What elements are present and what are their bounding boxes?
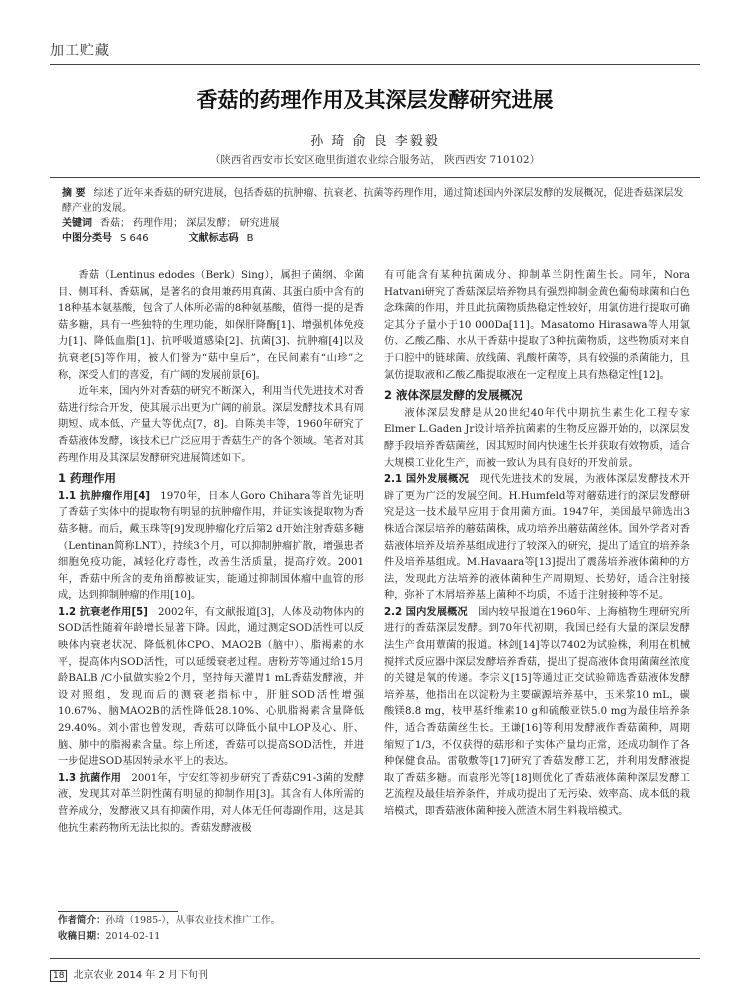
abstract-block (62, 186, 692, 246)
section-heading-2: 2 液体深层发酵的发展概况 (384, 388, 523, 403)
article-title: 香菇的药理作用及其深层发酵研究进展 (196, 88, 554, 112)
doc-code-value: B (246, 233, 254, 244)
section-tag: 加工贮藏 (50, 43, 110, 59)
subsection-1-1-text: 1970年，日本人Goro Chihara等首先证明了香菇子实体中的提取物有明显的抗肿瘤作用，并证实该提取物为香菇多糖。而后，戴玉珠等[9]发现肿瘤化疗后第2 d开始注射香菇多糖（Lentinan简称LNT），持续3个月，可以抑制肿瘤扩散，增强患者细胞免疫功能，减轻化疗毒性，改善生活质量，提高疗效。2001年，香菇中所含的麦角甾醇被证实，能通过抑制国体瘤中血管的形成，达到抑制肿瘤的作用[10]。 (58, 490, 364, 602)
clc-value: S 646 (120, 233, 149, 244)
subsection-2-1 (384, 472, 690, 605)
abstract-paragraph (62, 186, 692, 216)
page-number: 18 (50, 970, 67, 982)
subsection-2-1-text: 现代先进技术的发展，为液体深层发酵技术开辟了更为广泛的发展空间。H.Humfeld等对蘑菇进行的深层发酵研究是这一技术最早应用于食用菌方面。1947年，美国最早筛选出3株适合深层培养的蘑菇菌株，成功培养出蘑菇菌丝体。国外学者对香菇液体培养及培养基组成进行了较深入的研究，提出了适宜的培养条件及培养基组成。M.Havaara等[13]提出了震荡培养液体菌种的方法，发现此方法培养的液体菌种生产周期短、长势好，适合注射接种，弥补了木屑培养基上菌种不均质，不适于注射接种等不足。 (384, 474, 690, 602)
clc-label: 中图分类号 (62, 233, 112, 244)
keywords-row (62, 216, 692, 231)
section-heading-1: 1 药理作用 (58, 471, 117, 486)
subsection-2-2 (384, 605, 690, 821)
abstract-top-rule (50, 177, 700, 178)
subsection-1-2 (58, 605, 364, 771)
page-footer (50, 966, 208, 982)
footnote-received (58, 930, 364, 944)
doc-code-label: 文献标志码 (188, 233, 239, 244)
right-column (384, 268, 690, 821)
affiliation: （陕西省西安市长安区砲里街道农业综合服务站， 陕西西安 710102） (209, 154, 541, 166)
intro-paragraph-1: 香菇（Lentinus edodes（Berk）Sing），属担子菌纲、伞菌目、侧耳科、香菇属，是著名的食用兼药用真菌、其蛋白质中含有的18种基本氨基酸，包含了人体所必需的8种氨基酸，值得一提的是香菇多糖，具有一些独特的生理功能，如保肝降酶[1]、增强机体免疫力[1]、降低血脂[1]、抗呼吸道感染[2]、抗菌[3]、抗肿瘤[4]以及抗衰老[5]等作用，被人们誉为“菇中皇后”，在民间素有“山珍”之称，深受人们的喜爱，有广阔的发展前景[6]。 (58, 270, 364, 381)
footer-rule (50, 958, 700, 959)
header-rule (50, 64, 700, 65)
subsection-2-1-heading: 2.1 国外发展概况 (384, 474, 470, 486)
footnote-received-label: 收稿日期： (58, 931, 106, 942)
subsection-1-2-text: 2002年，有文献报道[3]，人体及动物体内的SOD活性随着年龄增长显著下降。因此，通过测定SOD活性可以反映体内衰老状况、降低机体CPO、MAO2B（脑中）、脂褐素的水平，提高体内SOD活性，可以延缓衰老过程。唐粉芳等通过给15月龄BALB /C小鼠做实验2个月，坚持每天灌胃1 mL香菇发酵液，并设对照组，发现而后的测衰老指标中，肝脏SOD活性增强10.67%、脑MAO2B的活性降低28.10%、心肌脂褐素含量降低29.40%。刘小雷也曾发现，香菇可以降低小鼠中LOP及心、肝、脑、肺中的脂褐素含量。综上所述，香菇可以提高SOD活性，并进一步促进SOD基因转录水平上的表达。 (58, 606, 365, 768)
keywords-label: 关键词 (62, 218, 92, 229)
subsection-1-3-text: 2001年，宁安红等初步研究了香菇C91-3菌的发酵液，发现其对革兰阴性菌有明显的抑制作用[3]。其含有人体所需的营养成分，发酵液又具有抑菌作用，对人体无任何毒副作用，这是其他抗生素药物所无法比拟的。香菇发酵液极 (58, 772, 365, 834)
abstract-text: 综述了近年来香菇的研究进展，包括香菇的抗肿瘤、抗衰老、抗菌等药理作用，通过简述国内外深层发酵的发展概况，促进香菇深层发酵产业的发展。 (62, 188, 684, 214)
authors: 孙 琦 俞 良 李毅毅 (310, 134, 440, 149)
right-paragraph-1: 有可能含有某种抗菌成分、抑制革兰阴性菌生长。同年，Nora Hatvani研究了香菇深层培养物具有强烈抑制金黄色葡萄球菌和白色念珠菌的作用，并且此抗菌物质热稳定性较好，用氯仿进行提取可确定其分子量小于10 000Da[11]。Masatomo Hirasawa等人用氯仿、乙酸乙酯、水从干香菇中提取了3种抗菌物质，这些物质对来自于口腔中的链球菌、放线菌、乳酸杆菌等，具有较强的杀菌能力，且氯仿提取液和乙酸乙酯提取液在一定程度上具有热稳定性[12]。 (384, 270, 690, 381)
subsection-1-1-heading: 1.1 抗肿瘤作用[4] (58, 490, 151, 502)
footnote-rule (58, 911, 178, 912)
classification-row (62, 231, 692, 246)
left-column (58, 268, 364, 837)
section-2-intro: 液体深层发酵是从20世纪40年代中期抗生素生化工程专家Elmer L.Gaden Jr设计培养抗菌素的生物反应器开始的，以深层发酵手段培养香菇菌丝，因其短时间内快速生长并获取有效物质，适合大规模工业化生产，而被一致认为具有良好的开发前景。 (384, 407, 690, 469)
footnote-author-text: 孙琦（1985-），从事农业技术推广工作。 (105, 915, 281, 926)
subsection-2-2-text: 国内较早报道在1960年、上海植物生理研究所进行的香菇深层发酵。到70年代初期，我国已经有大量的深层发酵法生产食用蕈菌的报道。林剑[14]等以7402为试验株，利用在机械搅拌式反应器中深层发酵培养香菇，提出了提高液体食用菌菌丝浓度的关键是氧的传递。李宗义[15]等通过正交试验筛选香菇液体发酵培养基，他指出在以淀粉为主要碳源培养基中，玉米浆10 mL，碳酸镁8.8 mg，枝甲基纤维素10 g和硫酸亚铁5.0 mg为最佳培养条件，适合香菇菌丝生长。王谦[16]等利用发酵液作香菇菌种，周期缩短了1/3，不仅获得的菇形和子实体产量均正常，还成功制作了各种保健食品。雷敬敷等[17]研究了香菇发酵工艺，并利用发酵液提取了香菇多糖。而袁彤光等[18]则优化了香菇液体菌种深层发酵工艺流程及最佳培养条件，并成功提出了无污染、效率高、成本低的栽培模式，即香菇液体菌种接入蔗渣木屑生料栽培模式。 (384, 606, 691, 817)
abstract-label: 摘 要 (62, 188, 86, 199)
keywords: 香菇； 药理作用； 深层发酵； 研究进展 (100, 218, 280, 229)
subsection-1-3-heading: 1.3 抗菌作用 (58, 772, 122, 784)
journal-issue: 北京农业 2014 年 2 月下旬刊 (73, 970, 208, 981)
subsection-2-2-heading: 2.2 国内发展概况 (384, 606, 468, 618)
footnote-received-text: 2014-02-11 (105, 931, 161, 942)
footnote-author-label: 作者简介： (58, 915, 106, 926)
intro-paragraph-2: 近年来，国内外对香菇的研究不断深入，利用当代先进技术对香菇进行综合开发，使其展示出更为广阔的前景。深层发酵技术具有周期短、成本低、产量大等优点[7，8]。自陈美丰等，1960年研究了香菇液体发酵，该技术已广泛应用于香菇生产的各个领域。笔者对其药理作用及其深层发酵研究进展简述如下。 (58, 386, 364, 464)
subsection-1-1 (58, 489, 364, 605)
footnote-author (58, 914, 364, 928)
subsection-1-2-heading: 1.2 抗衰老作用[5] (58, 606, 148, 618)
subsection-1-3 (58, 771, 364, 837)
